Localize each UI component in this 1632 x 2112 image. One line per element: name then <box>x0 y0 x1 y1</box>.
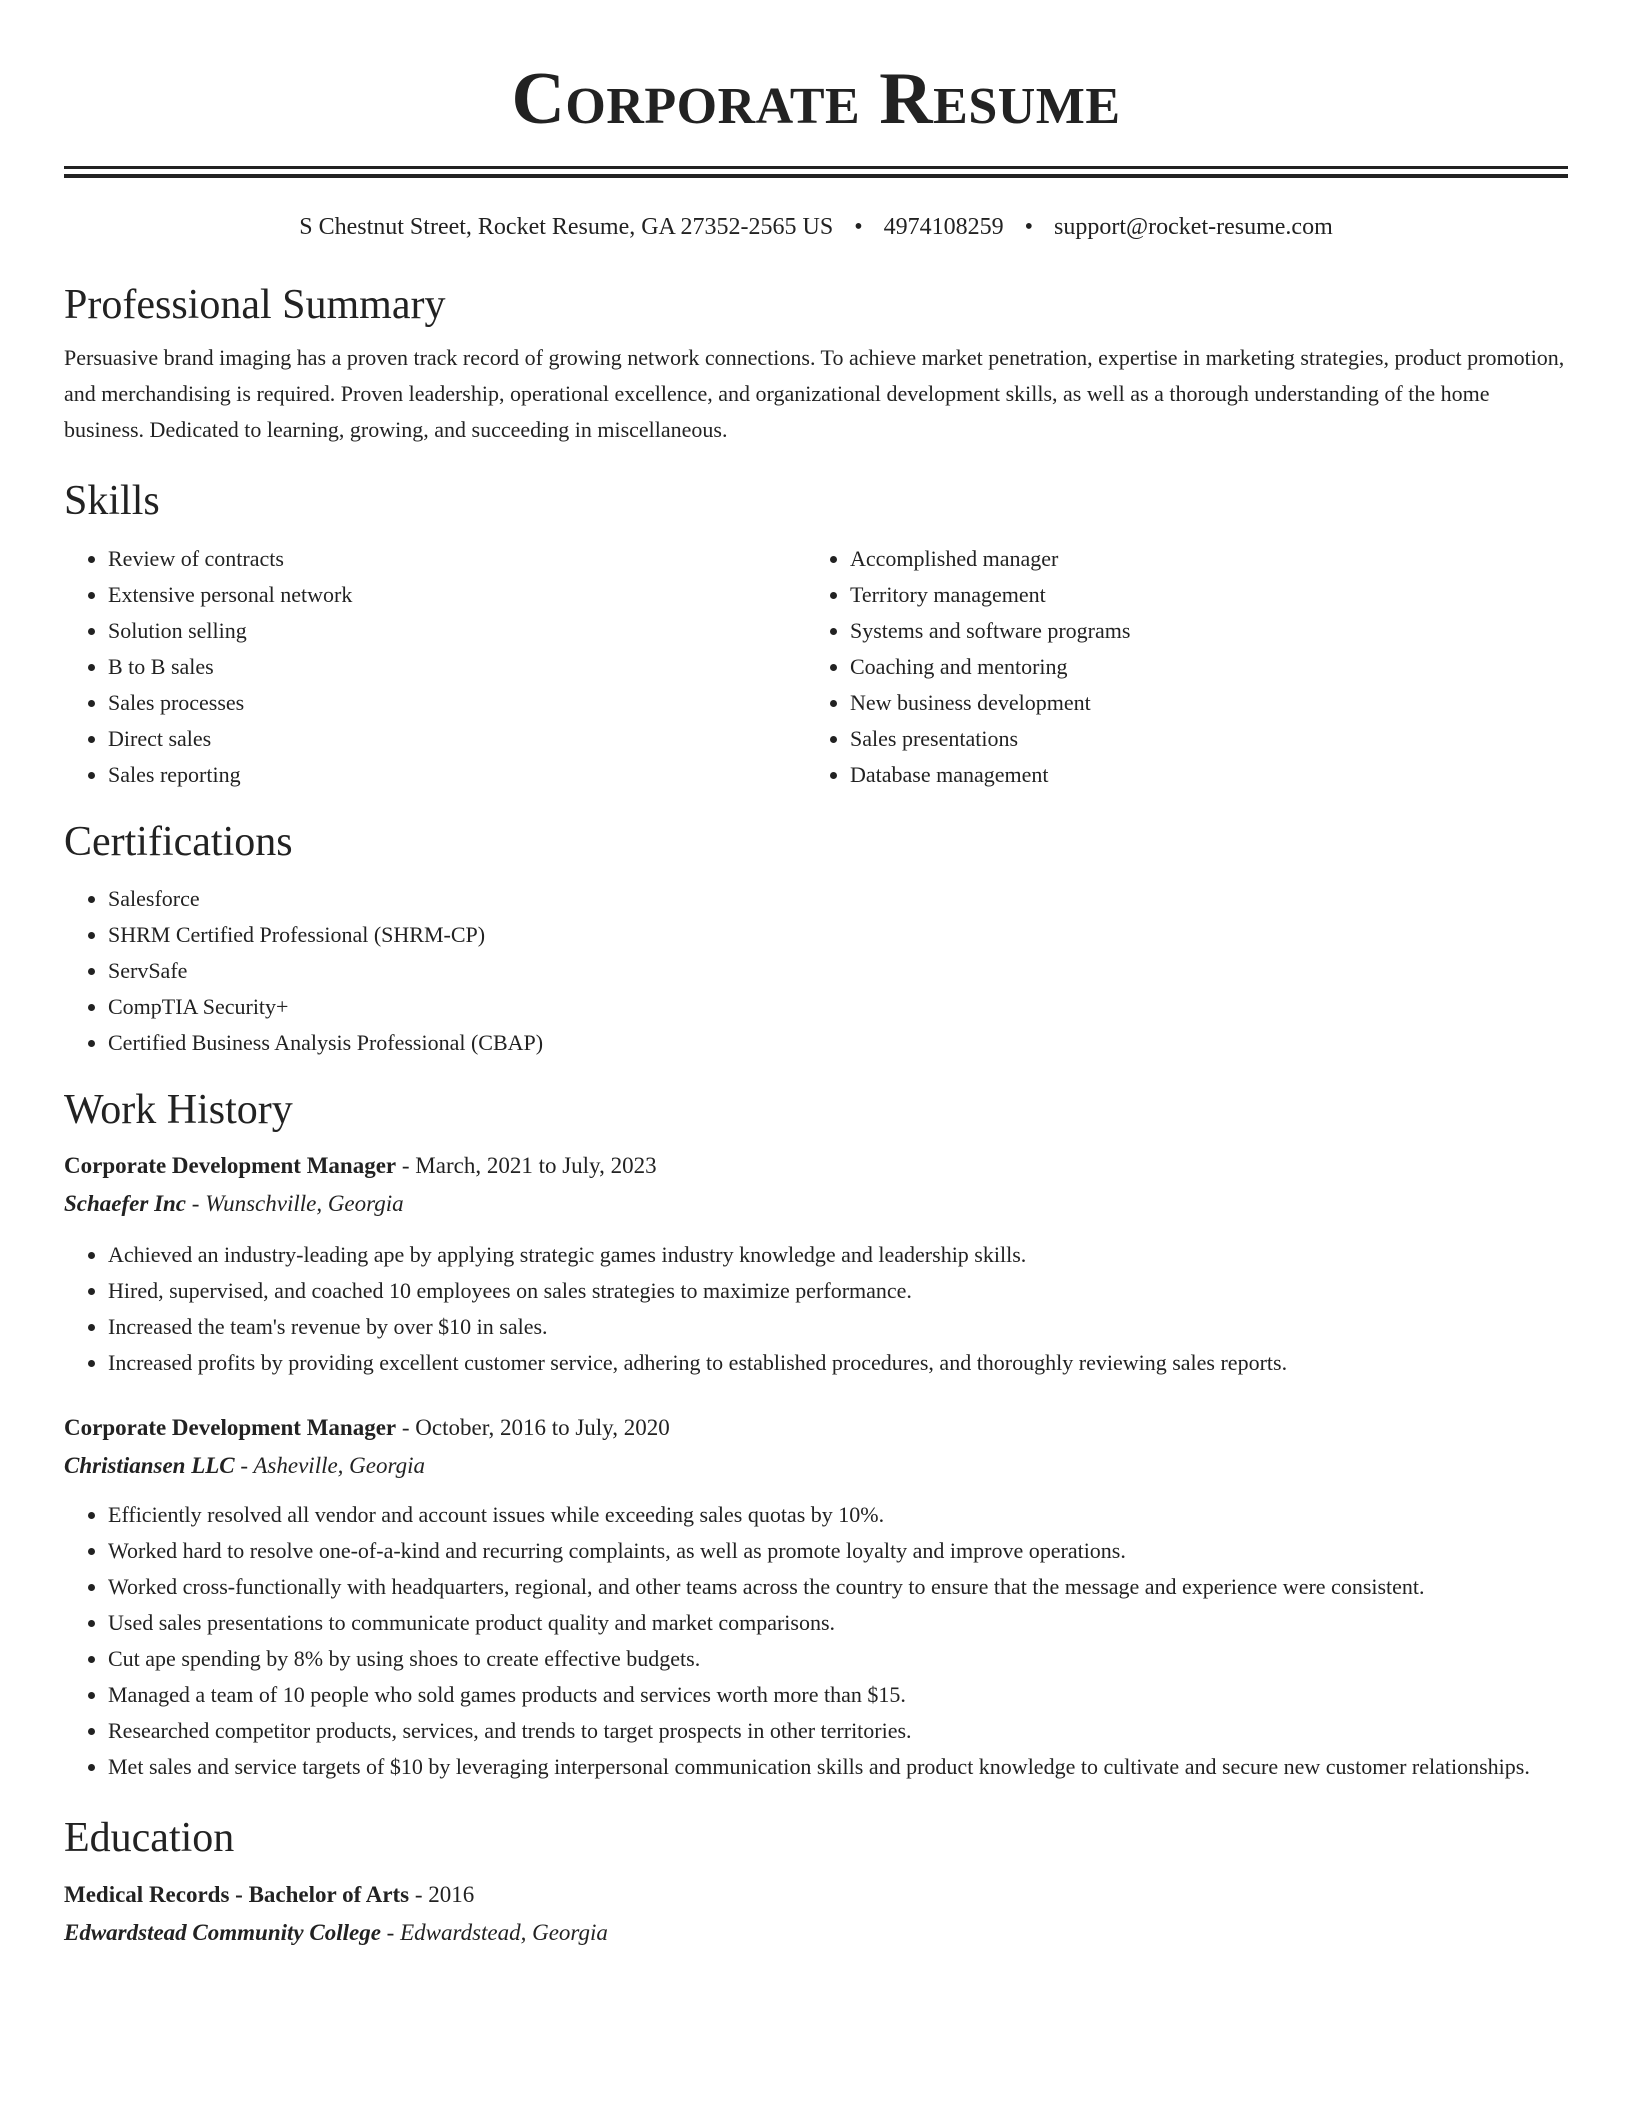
job-company-line <box>64 1185 1568 1223</box>
job-bullets <box>64 1497 1568 1785</box>
skills-column-right <box>806 541 1548 793</box>
job-dates: - March, 2021 to July, 2023 <box>396 1153 657 1179</box>
job-bullet: • Cut ape spending by 8% by using shoes to create effective budgets. <box>108 1641 1568 1677</box>
job-company-line <box>64 1447 1568 1485</box>
job-bullet: • Achieved an industry-leading ape by applying strategic games industry knowledge and leadership skills. <box>108 1237 1568 1273</box>
skill-item: • Sales reporting <box>108 757 806 793</box>
job-company: Christiansen LLC <box>64 1453 235 1479</box>
contact-separator: • <box>1024 214 1034 240</box>
job-title: Corporate Development Manager <box>64 1415 397 1441</box>
summary-heading: Professional Summary <box>64 281 446 328</box>
contact-phone: 4974108259 <box>883 214 1004 240</box>
skill-item: • Direct sales <box>108 721 806 757</box>
certification-item: • SHRM Certified Professional (SHRM-CP) <box>108 917 1568 953</box>
job-bullet: • Used sales presentations to communicate product quality and market comparisons. <box>108 1605 1568 1641</box>
contact-address: S Chestnut Street, Rocket Resume, GA 27352-2565 US <box>299 214 834 240</box>
skills-list-left <box>64 541 806 793</box>
job-dates: - October, 2016 to July, 2020 <box>396 1415 670 1441</box>
skill-item: • Solution selling <box>108 613 806 649</box>
certifications-list <box>64 881 1568 1061</box>
job-bullet: • Increased profits by providing excellent customer service, adhering to established procedures, and thoroughly reviewing sales reports. <box>108 1345 1568 1381</box>
skill-item: • New business development <box>850 685 1548 721</box>
skills-columns <box>64 541 1568 793</box>
skill-item: • Database management <box>850 757 1548 793</box>
skill-item: • Accomplished manager <box>850 541 1548 577</box>
certification-item: • Certified Business Analysis Professional (CBAP) <box>108 1025 1568 1061</box>
certification-item: • ServSafe <box>108 953 1568 989</box>
job-bullet: • Efficiently resolved all vendor and account issues while exceeding sales quotas by 10%. <box>108 1497 1568 1533</box>
job-title-line <box>64 1147 1568 1185</box>
education-school: Edwardstead Community College <box>64 1919 381 1945</box>
job-bullet: • Increased the team's revenue by over $10 in sales. <box>108 1309 1568 1345</box>
skill-item: • Review of contracts <box>108 541 806 577</box>
work-history-heading: Work History <box>64 1086 293 1133</box>
education-degree: Medical Records - Bachelor of Arts <box>64 1881 410 1907</box>
certifications-heading: Certifications <box>64 818 293 865</box>
job-title: Corporate Development Manager <box>64 1153 397 1179</box>
certification-item: • Salesforce <box>108 881 1568 917</box>
skills-column-left <box>64 541 806 793</box>
job-bullet: • Met sales and service targets of $10 by leveraging interpersonal communication skills and product knowledge to cultivate and secure new customer relationships. <box>108 1749 1568 1785</box>
job-bullet: • Worked hard to resolve one-of-a-kind and recurring complaints, as well as promote loyalty and improve operations. <box>108 1533 1568 1569</box>
contact-line <box>64 213 1568 242</box>
job-location: - Wunschville, Georgia <box>186 1191 404 1217</box>
job-bullet: • Hired, supervised, and coached 10 employees on sales strategies to maximize performance. <box>108 1273 1568 1309</box>
skills-list-right <box>806 541 1548 793</box>
certification-item: • CompTIA Security+ <box>108 989 1568 1025</box>
job-bullet: • Researched competitor products, services, and trends to target prospects in other territories. <box>108 1713 1568 1749</box>
skill-item: • Sales processes <box>108 685 806 721</box>
contact-email[interactable]: support@rocket-resume.com <box>1054 214 1333 240</box>
skill-item: • Extensive personal network <box>108 577 806 613</box>
job-bullet: • Worked cross-functionally with headquarters, regional, and other teams across the country to ensure that the message and experience were consistent. <box>108 1569 1568 1605</box>
resume-title: Corporate Resume <box>511 58 1121 140</box>
education-entry <box>64 1876 1568 1952</box>
job-location: - Asheville, Georgia <box>234 1453 425 1479</box>
job-entry <box>64 1147 1568 1381</box>
education-year: - 2016 <box>409 1881 475 1907</box>
job-bullet: • Managed a team of 10 people who sold games products and services worth more than $15. <box>108 1677 1568 1713</box>
education-degree-line <box>64 1876 1568 1914</box>
skill-item: • Systems and software programs <box>850 613 1548 649</box>
education-location: - Edwardstead, Georgia <box>380 1919 608 1945</box>
job-company: Schaefer Inc <box>64 1191 187 1217</box>
skill-item: • Territory management <box>850 577 1548 613</box>
title-double-rule <box>64 166 1568 178</box>
skill-item: • Coaching and mentoring <box>850 649 1548 685</box>
job-entry <box>64 1409 1568 1785</box>
skills-heading: Skills <box>64 478 160 525</box>
skill-item: • B to B sales <box>108 649 806 685</box>
job-bullets <box>64 1237 1568 1381</box>
education-heading: Education <box>64 1815 235 1862</box>
skill-item: • Sales presentations <box>850 721 1548 757</box>
education-school-line <box>64 1914 1568 1952</box>
summary-text: Persuasive brand imaging has a proven track record of growing network connections. To achieve market penetration, expertise in marketing strategies, product promotion, and merchandising is required. Proven leadership, operational excellence, and organizational development skills, as well as a thorough understanding of the home business. Dedicated to learning, growing, and succeeding in miscellaneous. <box>64 345 1565 443</box>
job-title-line <box>64 1409 1568 1447</box>
contact-separator: • <box>854 214 863 240</box>
